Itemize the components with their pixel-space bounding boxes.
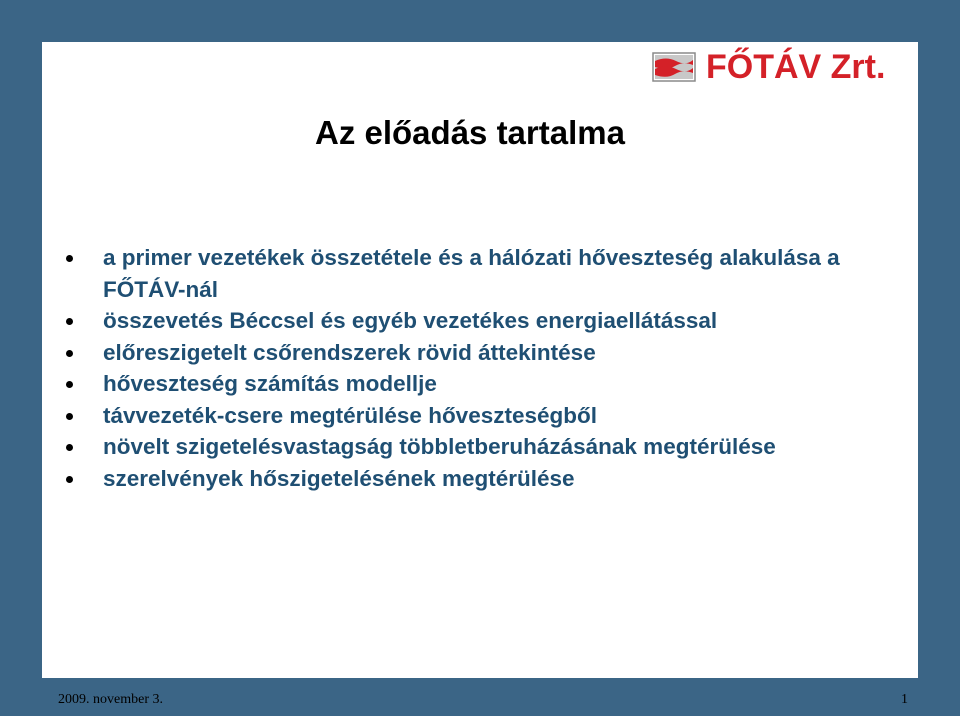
bullet-item — [62, 305, 912, 337]
bullet-text: összevetés Béccsel és egyéb vezetékes energiaellátással — [103, 308, 718, 333]
bullet-dot — [66, 350, 73, 357]
bullet-text: hőveszteség számítás modellje — [103, 371, 437, 396]
bullet-item — [62, 337, 912, 369]
bullet-text: növelt szigetelésvastagság többletberuházásának megtérülése — [103, 434, 776, 459]
page-number: 1 — [901, 692, 908, 707]
bullet-list — [62, 242, 912, 494]
bullet-item — [62, 242, 912, 305]
bullet-dot — [66, 413, 73, 420]
bullet-dot — [66, 318, 73, 325]
bullet-text: a primer vezetékek összetétele és a hálózati hőveszteség alakulása a FŐTÁV-nál — [103, 245, 840, 302]
company-logo — [652, 44, 918, 90]
bullet-dot — [66, 381, 73, 388]
bullet-item — [62, 368, 912, 400]
bullet-item — [62, 400, 912, 432]
footer-date: 2009. november 3. — [58, 692, 163, 707]
bullet-dot — [66, 444, 73, 451]
bullet-dot — [66, 255, 73, 262]
slide-title: Az előadás tartalma — [315, 114, 625, 151]
bullet-text: szerelvények hőszigetelésének megtérülése — [103, 465, 575, 491]
bullet-item — [62, 431, 912, 463]
logo-text: FŐTÁV Zrt. — [706, 48, 886, 86]
fotav-logo-icon — [652, 52, 696, 82]
bullet-text: távvezeték-csere megtérülése hőveszteségből — [103, 402, 597, 428]
bullet-item — [62, 463, 912, 495]
bullet-text: előreszigetelt csőrendszerek rövid áttekintése — [103, 339, 596, 365]
bullet-dot — [66, 476, 73, 483]
